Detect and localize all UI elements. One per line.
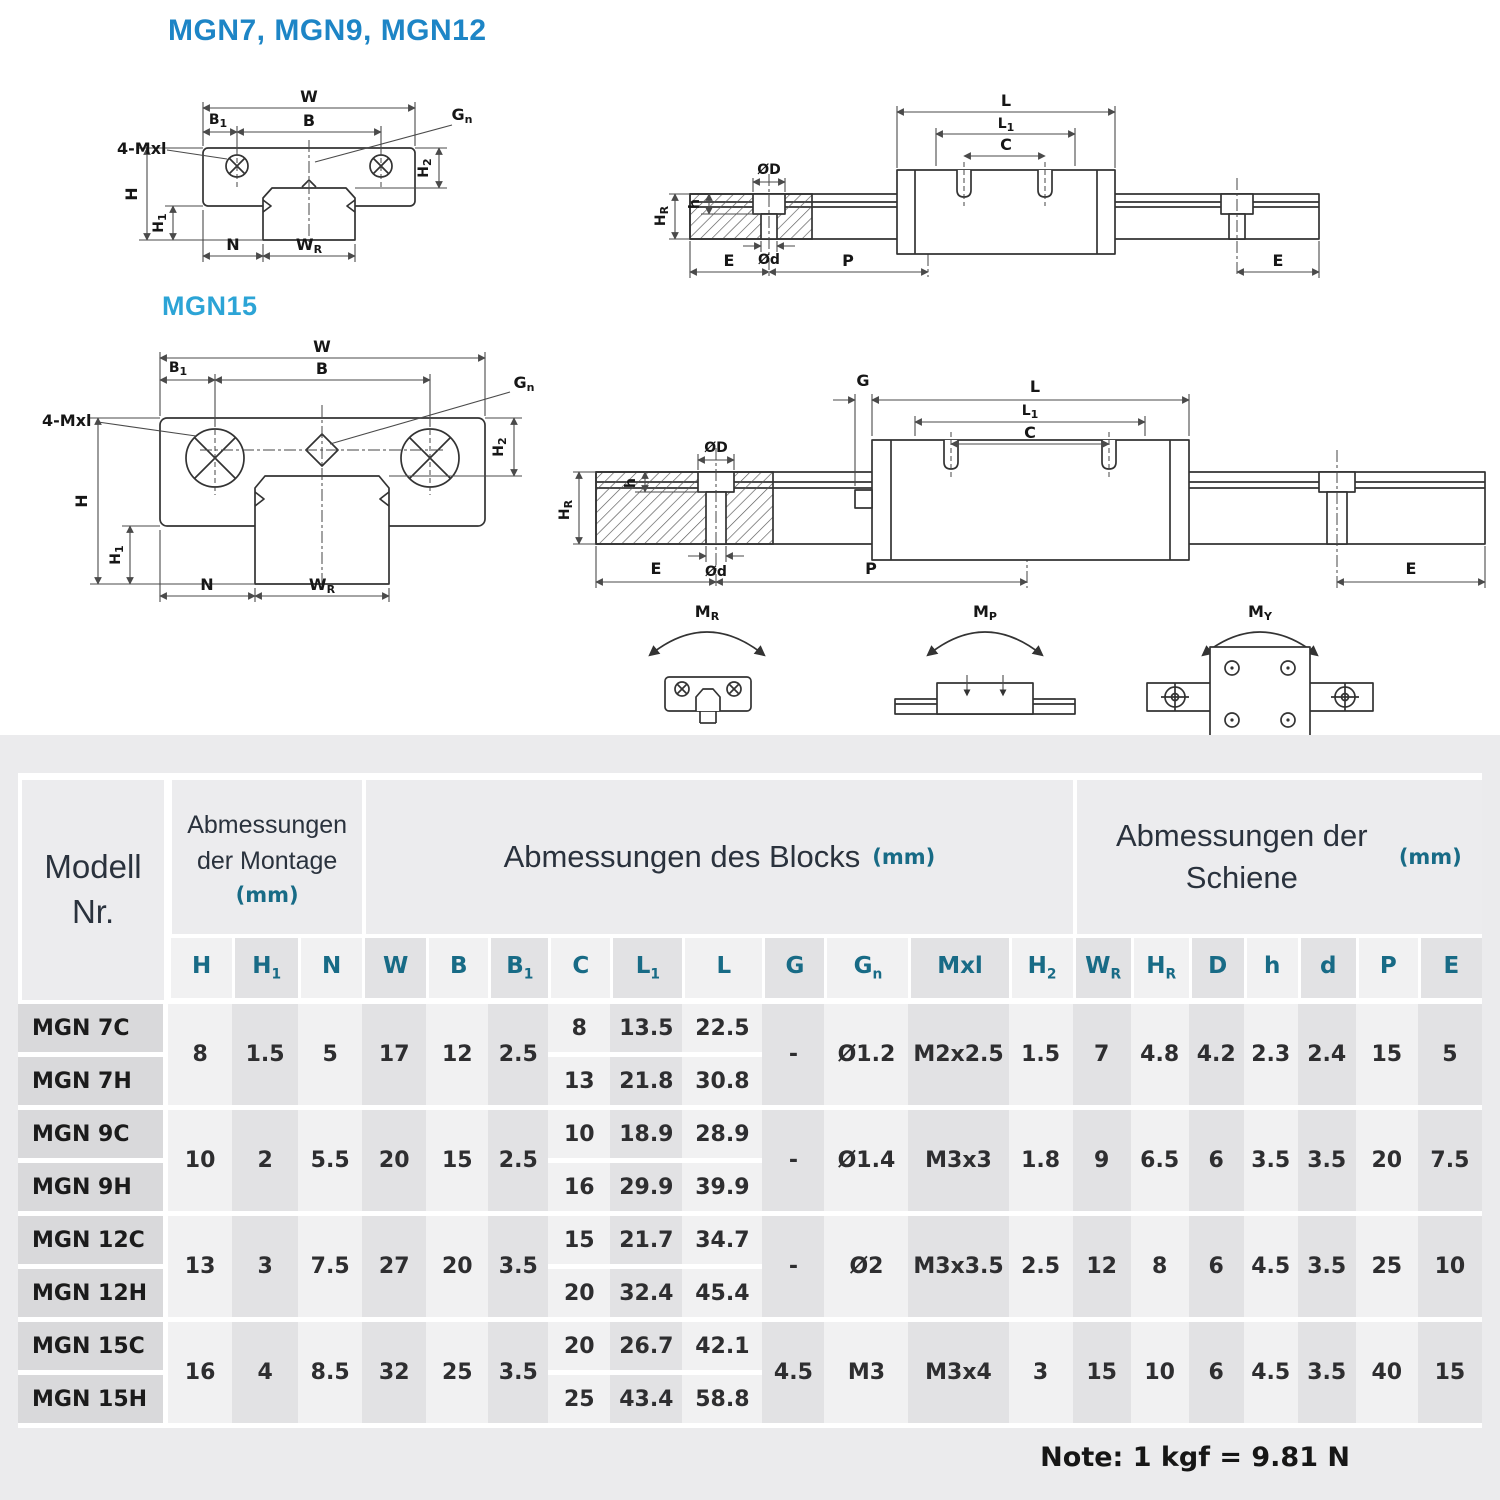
front-view-mgn15-diagram (40, 330, 560, 605)
value-cell: 3 (1009, 1322, 1073, 1428)
value-cell: - (762, 1110, 824, 1216)
value-cell: 25 (426, 1322, 488, 1428)
value-cell: M3 (824, 1322, 908, 1428)
dim-label-diad: Ød (758, 252, 780, 268)
dim-label-h-low: h (687, 199, 703, 209)
dim-label-b1: $B_1$ (168, 360, 188, 378)
group-header-montage (168, 780, 362, 938)
value-cell: 30.8 (682, 1057, 762, 1110)
dim-label-l1: $L_1$ (1021, 403, 1039, 421)
value-cell: 13 (548, 1057, 610, 1110)
value-cell: 6 (1189, 1110, 1244, 1216)
value-cell: 10 (168, 1110, 232, 1216)
col-header-B: B (426, 938, 488, 1004)
value-cell: 2.5 (1009, 1216, 1073, 1322)
dim-label-b1: $B_1$ (208, 112, 228, 130)
value-cell: 4.5 (762, 1322, 824, 1428)
dim-label-wr: WR (295, 235, 323, 256)
value-cell: 5.5 (298, 1110, 362, 1216)
value-cell: 43.4 (610, 1375, 682, 1428)
group-label: Abmessungen des Blocks (503, 839, 861, 874)
series-title-mgn7-9-12: MGN7, MGN9, MGN12 (168, 14, 487, 47)
dim-label-e-left: E (650, 559, 662, 578)
moment-diagrams (555, 597, 1435, 747)
moment-pitch-icon (895, 632, 1075, 714)
model-cell: MGN 9C (18, 1110, 168, 1163)
value-cell: 3.5 (1298, 1322, 1356, 1428)
col-header-d: d (1298, 938, 1356, 1004)
table-row (18, 1004, 1482, 1057)
value-cell: 20 (426, 1216, 488, 1322)
spec-table-section (0, 735, 1500, 1500)
value-cell: 5 (1418, 1004, 1482, 1110)
value-cell: 42.1 (682, 1322, 762, 1375)
value-cell: M3x4 (908, 1322, 1008, 1428)
rail-side-view (596, 432, 1485, 588)
value-cell: 9 (1073, 1110, 1131, 1216)
value-cell: 20 (548, 1322, 610, 1375)
col-header-D: D (1189, 938, 1244, 1004)
value-cell: 17 (362, 1004, 426, 1110)
value-cell: 15 (1418, 1322, 1482, 1428)
value-cell: 4 (232, 1322, 298, 1428)
model-cell: MGN 12H (18, 1269, 168, 1322)
value-cell: 8 (1131, 1216, 1189, 1322)
value-cell: 32 (362, 1322, 426, 1428)
table-row (18, 1110, 1482, 1163)
value-cell: 3.5 (1244, 1110, 1298, 1216)
value-cell: 8.5 (298, 1322, 362, 1428)
block-cross-section (203, 140, 415, 246)
value-cell: 32.4 (610, 1269, 682, 1322)
group-unit: (mm) (235, 883, 299, 908)
value-cell: 13 (168, 1216, 232, 1322)
value-cell: Ø1.4 (824, 1110, 908, 1216)
dim-label-diaD: ØD (757, 162, 781, 178)
value-cell: 12 (1073, 1216, 1131, 1322)
col-header-B1: $B_1$ (488, 938, 548, 1004)
value-cell: 3.5 (488, 1322, 548, 1428)
value-cell: 25 (1356, 1216, 1418, 1322)
value-cell: 6.5 (1131, 1110, 1189, 1216)
value-cell: 4.2 (1189, 1004, 1244, 1110)
value-cell: 8 (168, 1004, 232, 1110)
value-cell: M3x3 (908, 1110, 1008, 1216)
dim-label-b: B (302, 111, 316, 130)
col-header-HR: $H_R$ (1131, 938, 1189, 1004)
dim-label-h1: $H_1$ (108, 545, 126, 565)
group-header-rail (1073, 780, 1482, 938)
value-cell: 40 (1356, 1322, 1418, 1428)
value-cell: 7.5 (298, 1216, 362, 1322)
value-cell: 16 (548, 1163, 610, 1216)
front-view-mgn7-9-12-diagram (115, 88, 500, 268)
table-row (18, 1322, 1482, 1375)
col-header-L: L (682, 938, 762, 1004)
value-cell: 21.8 (610, 1057, 682, 1110)
value-cell: 21.7 (610, 1216, 682, 1269)
dim-label-l: L (1029, 377, 1041, 396)
side-view-mgn7-9-12-diagram (585, 82, 1330, 287)
value-cell: 16 (168, 1322, 232, 1428)
value-cell: 15 (1073, 1322, 1131, 1428)
dim-label-e-left: E (723, 251, 735, 270)
value-cell: 4.5 (1244, 1322, 1298, 1428)
value-cell: 3.5 (488, 1216, 548, 1322)
col-header-E: E (1418, 938, 1482, 1004)
col-header-H: H (168, 938, 232, 1004)
dim-label-gn: Gn (513, 373, 535, 394)
dim-label-h-low: h (623, 478, 639, 488)
value-cell: 10 (1131, 1322, 1189, 1428)
value-cell: 2.5 (488, 1004, 548, 1110)
block-cross-section (160, 405, 485, 588)
value-cell: 10 (548, 1110, 610, 1163)
value-cell: - (762, 1216, 824, 1322)
col-header-G: G (762, 938, 824, 1004)
dim-label-e-right: E (1405, 559, 1417, 578)
dim-label-n: N (200, 575, 214, 594)
group-label: Abmessungen der Montage (187, 810, 348, 875)
value-cell: 10 (1418, 1216, 1482, 1322)
value-cell: 28.9 (682, 1110, 762, 1163)
value-cell: Ø2 (824, 1216, 908, 1322)
value-cell: 27 (362, 1216, 426, 1322)
value-cell: 6 (1189, 1216, 1244, 1322)
dim-label-l1: $L_1$ (997, 116, 1015, 134)
model-cell: MGN 15C (18, 1322, 168, 1375)
col-header-P: P (1356, 938, 1418, 1004)
value-cell: 1.5 (1009, 1004, 1073, 1110)
col-header-C: C (548, 938, 610, 1004)
table-row (18, 1216, 1482, 1269)
col-header-model: Modell Nr. (18, 780, 168, 1004)
value-cell: 15 (1356, 1004, 1418, 1110)
group-label: Abmessungen der Schiene (1116, 818, 1368, 895)
side-view-mgn15-diagram (515, 322, 1500, 594)
value-cell: 7 (1073, 1004, 1131, 1110)
value-cell: 6 (1189, 1322, 1244, 1428)
series-title-mgn15: MGN15 (162, 291, 258, 321)
col-header-Gn: $G_n$ (824, 938, 908, 1004)
value-cell: 3.5 (1298, 1216, 1356, 1322)
col-header-W: W (362, 938, 426, 1004)
dimension-table (18, 773, 1482, 1428)
dim-label-c: C (1000, 135, 1012, 154)
dim-label-h: H (122, 187, 141, 201)
value-cell: 8 (548, 1004, 610, 1057)
dim-label-c: C (1024, 423, 1036, 442)
dim-label-hr: $H_R$ (557, 499, 575, 521)
unit-conversion-note: Note: 1 kgf = 9.81 N (1040, 1442, 1350, 1473)
dim-label-4mxl: 4-Mxl (117, 139, 167, 158)
col-header-N: N (298, 938, 362, 1004)
value-cell: 4.8 (1131, 1004, 1189, 1110)
dim-label-gn: Gn (451, 105, 473, 126)
model-cell: MGN 9H (18, 1163, 168, 1216)
rail-side-view (690, 162, 1319, 277)
dim-label-h2: $H_2$ (491, 437, 509, 457)
dim-label-diaD: ØD (704, 440, 728, 456)
group-unit: (mm) (1398, 845, 1462, 869)
value-cell: 20 (362, 1110, 426, 1216)
dim-label-4mxl: 4-Mxl (42, 411, 92, 430)
model-cell: MGN 12C (18, 1216, 168, 1269)
value-cell: 1.5 (232, 1004, 298, 1110)
value-cell: 5 (298, 1004, 362, 1110)
value-cell: 3.5 (1298, 1110, 1356, 1216)
value-cell: 29.9 (610, 1163, 682, 1216)
dim-label-w: W (300, 88, 318, 106)
value-cell: Ø1.2 (824, 1004, 908, 1110)
value-cell: 34.7 (682, 1216, 762, 1269)
model-cell: MGN 7H (18, 1057, 168, 1110)
dim-label-h1: $H_1$ (151, 213, 169, 233)
value-cell: 2.4 (1298, 1004, 1356, 1110)
moment-roll-icon (650, 632, 764, 723)
dim-label-p: P (842, 251, 854, 270)
value-cell: 1.8 (1009, 1110, 1073, 1216)
value-cell: 20 (548, 1269, 610, 1322)
dim-label-l: L (1000, 91, 1012, 110)
dim-label-hr: $H_R$ (653, 205, 671, 227)
value-cell: 20 (1356, 1110, 1418, 1216)
value-cell: 25 (548, 1375, 610, 1428)
dim-label-b: B (315, 359, 329, 378)
moment-yaw-label: MY (1248, 602, 1272, 623)
col-header-Mxl: Mxl (908, 938, 1008, 1004)
dim-label-p: P (865, 559, 877, 578)
value-cell: 15 (548, 1216, 610, 1269)
dim-label-g: G (856, 371, 870, 390)
col-header-h: h (1244, 938, 1298, 1004)
dim-label-w: W (313, 337, 331, 356)
col-header-WR: $W_R$ (1073, 938, 1131, 1004)
dim-label-n: N (226, 235, 240, 254)
value-cell: 7.5 (1418, 1110, 1482, 1216)
value-cell: 12 (426, 1004, 488, 1110)
value-cell: M3x3.5 (908, 1216, 1008, 1322)
dim-label-e-right: E (1272, 251, 1284, 270)
value-cell: 58.8 (682, 1375, 762, 1428)
dim-label-wr: WR (308, 575, 336, 596)
value-cell: 18.9 (610, 1110, 682, 1163)
value-cell: 26.7 (610, 1322, 682, 1375)
value-cell: 22.5 (682, 1004, 762, 1057)
dim-label-diad: Ød (705, 564, 727, 580)
dim-label-h2: $H_2$ (416, 158, 434, 178)
value-cell: 39.9 (682, 1163, 762, 1216)
model-cell: MGN 7C (18, 1004, 168, 1057)
moment-roll-label: MR (694, 602, 720, 623)
value-cell: 2 (232, 1110, 298, 1216)
value-cell: 13.5 (610, 1004, 682, 1057)
value-cell: - (762, 1004, 824, 1110)
col-header-H2: $H_2$ (1009, 938, 1073, 1004)
value-cell: M2x2.5 (908, 1004, 1008, 1110)
moment-yaw-icon (1147, 632, 1373, 741)
value-cell: 3 (232, 1216, 298, 1322)
value-cell: 2.3 (1244, 1004, 1298, 1110)
group-header-block (362, 780, 1072, 938)
value-cell: 15 (426, 1110, 488, 1216)
col-header-L1: $L_1$ (610, 938, 682, 1004)
value-cell: 4.5 (1244, 1216, 1298, 1322)
dim-label-h: H (72, 494, 91, 508)
value-cell: 45.4 (682, 1269, 762, 1322)
col-header-H1: $H_1$ (232, 938, 298, 1004)
group-unit: (mm) (872, 845, 936, 869)
value-cell: 2.5 (488, 1110, 548, 1216)
moment-pitch-label: MP (973, 602, 997, 623)
model-cell: MGN 15H (18, 1375, 168, 1428)
